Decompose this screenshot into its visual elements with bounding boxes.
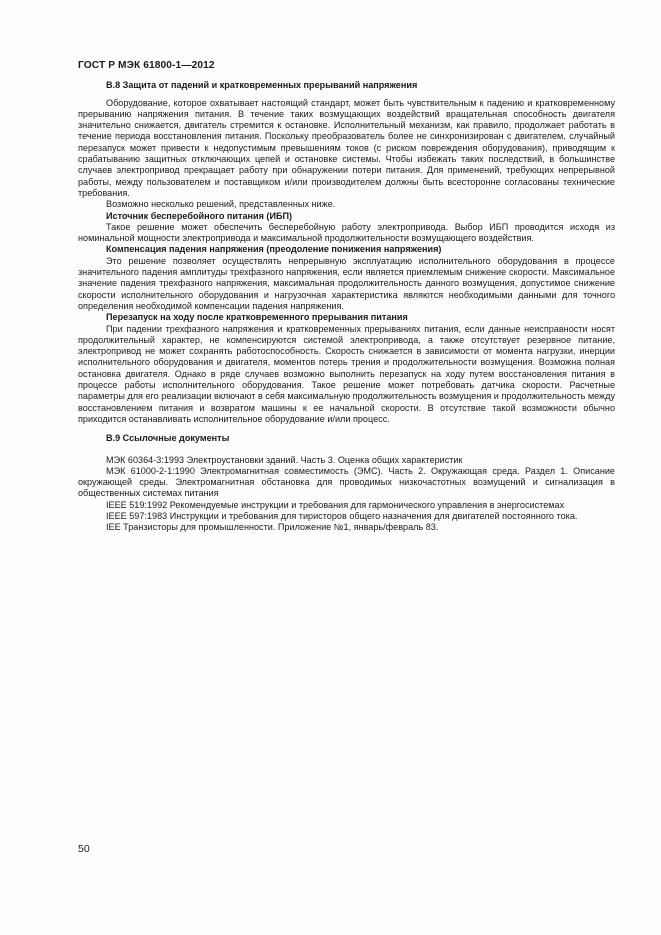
paragraph: Это решение позволяет осуществлять непрерывную эксплуатацию исполнительного оборудования в процессе значительного падения амплитуды трехфазного напряжения, если является приемлемым снижение скорости. Максимальное значение падения трехфазного напряжения, максимальная продолжительность данного возмущения, допустимое снижение скорости исполнительного оборудования и нагрузочная характеристика являются необходимыми данными для точного определения необходимой компенсации падения напряжения.	[78, 255, 615, 311]
subsection-title-ups: Источник бесперебойного питания (ИБП)	[106, 210, 293, 221]
paragraph: Оборудование, которое охватывает настоящий стандарт, может быть чувствительным к падению и кратковременному прерыванию напряжения питания. В течение таких возмущающих воздействий вращательная способность двигателя значительно снижается, двигатель стремится к остановке. Исполнительный механизм, как правило, продолжает работать в течение периода восстановления питания. Поскольку преобразователь более не синхронизирован с двигателем, случайный перезапуск может привести к недопустимым превышениям токов (с риском повреждения оборудования), приводящим к срабатыванию защитных отключающих цепей и остановке системы. Чтобы избежать таких последствий, в большинстве случаев электропривод прекращает работу при обнаружении потери питания. Для применений, требующих непрерывной работы, между пользователем и поставщиком и/или производителем должны быть всесторонне согласованы технические требования.	[78, 97, 615, 198]
document-page	[78, 60, 615, 534]
subsection-title-voltage-compensation: Компенсация падения напряжения (преодоление понижения напряжения)	[106, 244, 442, 255]
section-b9	[78, 433, 615, 533]
paragraph: Такое решение может обеспечить бесперебойную работу электропривода. Выбор ИБП проводится исходя из номинальной мощности электропривода и максимальной продолжительности возмущающего воздействия.	[78, 221, 615, 244]
section-b8-title: В.8 Защита от падений и кратковременных прерываний напряжения	[106, 80, 418, 91]
reference-item: IEEE 597:1983 Инструкции и требования для тиристоров общего назначения для двигателей постоянного тока.	[106, 510, 578, 521]
paragraph: Возможно несколько решений, представленных ниже.	[106, 199, 336, 210]
reference-item: IEE Транзисторы для промышленности. Приложение №1, январь/февраль 83.	[106, 522, 439, 533]
reference-item: МЭК 61000-2-1:1990 Электромагнитная совместимость (ЭМС). Часть 2. Окружающая среда. Раздел 1. Описание окружающей среды. Электромагнитная обстановка для проводимых низкочастотных возмущений и сигнализация в общественных системах питания	[78, 465, 615, 499]
reference-item: IEEE 519:1992 Рекомендуемые инструкции и требования для гармонического управления в энергосистемах	[106, 499, 565, 510]
paragraph: При падении трехфазного напряжения и кратковременных прерываниях питания, если данные неисправности носят продолжительный характер, не компенсируются системой электропривода, а также отсутствует резервное питание, электропривод не может сохранять работоспособность. Скорость снижается в зависимости от момента нагрузки, инерции исполнительного оборудования и двигателя, моментов потерь трения и продолжительности возмущения. Возможна полная остановка двигателя. Однако в ряде случаев возможно выполнить перезапуск на ходу путем восстановления питания в процессе работы исполнительного оборудования. Такое решение может потребовать датчика скорости. Расчетные параметры для его реализации включают в себя максимальную продолжительность возмущения и продолжительность между восстановлением питания и возвратом машины к ее начальной скорости. В отсутствие такой возможности обычно приходится останавливать исполнительное оборудование и/или процесс.	[78, 323, 615, 424]
page-number: 50	[78, 843, 90, 855]
document-header: ГОСТ Р МЭК 61800-1—2012	[78, 60, 215, 71]
section-b8	[78, 80, 615, 425]
section-b9-title: В.9 Ссылочные документы	[106, 433, 230, 444]
reference-item: МЭК 60364-3:1993 Электроустановки зданий. Часть 3. Оценка общих характеристик	[106, 454, 463, 465]
subsection-title-restart: Перезапуск на ходу после кратковременного прерывания питания	[106, 312, 408, 323]
